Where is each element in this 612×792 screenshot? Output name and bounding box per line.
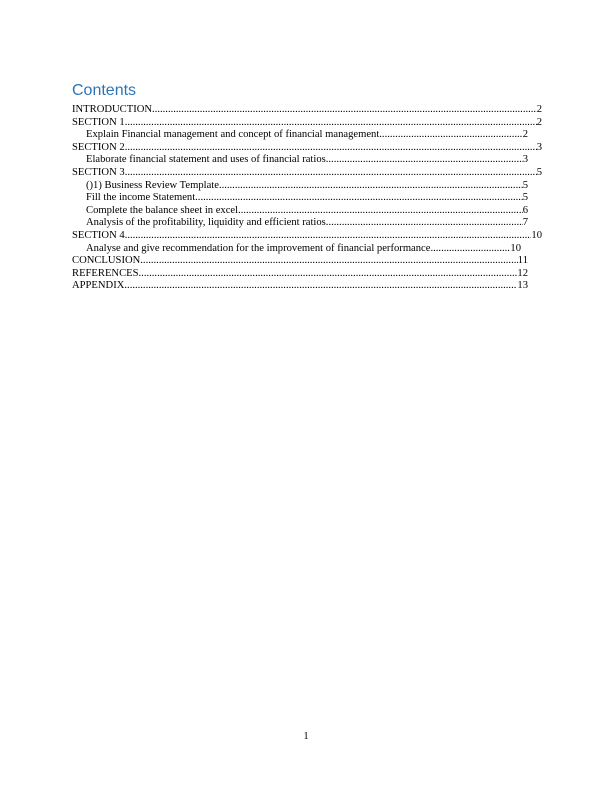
- toc-entry-financial-statement[interactable]: [72, 154, 528, 167]
- table-of-contents: [72, 104, 542, 293]
- toc-entry-recommendation[interactable]: [72, 243, 521, 256]
- toc-entry-page: 6: [522, 204, 528, 216]
- toc-entry-page: 5: [536, 166, 542, 178]
- toc-entry-section-1[interactable]: [72, 117, 542, 130]
- toc-leader: [326, 154, 523, 167]
- toc-entry-title: Elaborate financial statement and uses of financial ratios: [86, 154, 326, 166]
- toc-entry-references[interactable]: [72, 268, 528, 281]
- toc-leader: [139, 268, 518, 281]
- toc-leader: [125, 117, 537, 130]
- toc-entry-conclusion[interactable]: [72, 255, 528, 268]
- toc-entry-title: ()1) Business Review Template: [86, 179, 219, 191]
- toc-entry-title: SECTION 1: [72, 116, 125, 128]
- toc-leader: [379, 129, 522, 142]
- toc-entry-page: 10: [510, 242, 521, 254]
- toc-entry-page: 5: [522, 179, 528, 191]
- toc-leader: [152, 104, 537, 117]
- toc-leader: [195, 192, 523, 205]
- toc-entry-title: SECTION 2: [72, 141, 125, 153]
- toc-entry-title: APPENDIX: [72, 280, 125, 292]
- toc-entry-business-review-template[interactable]: [72, 180, 528, 193]
- toc-entry-page: 2: [522, 129, 528, 141]
- toc-entry-balance-sheet[interactable]: [72, 205, 528, 218]
- toc-leader: [125, 230, 532, 243]
- toc-entry-title: Analysis of the profitability, liquidity and efficient ratios: [86, 217, 326, 229]
- toc-entry-ratio-analysis[interactable]: [72, 217, 528, 230]
- page-number: 1: [303, 731, 309, 742]
- toc-heading: Contents: [72, 82, 137, 99]
- toc-entry-title: SECTION 3: [72, 166, 125, 178]
- toc-entry-section-3[interactable]: [72, 167, 542, 180]
- toc-entry-page: 3: [522, 154, 528, 166]
- toc-leader: [430, 243, 510, 256]
- toc-entry-page: 12: [517, 267, 528, 279]
- toc-entry-page: 2: [536, 104, 542, 115]
- toc-leader: [219, 180, 523, 193]
- toc-leader: [238, 205, 523, 218]
- toc-entry-introduction[interactable]: [72, 104, 542, 117]
- toc-entry-section-2[interactable]: [72, 142, 542, 155]
- toc-entry-title: SECTION 4: [72, 229, 125, 241]
- toc-entry-section-4[interactable]: [72, 230, 542, 243]
- toc-entry-title: Explain Financial management and concept of financial management: [86, 129, 380, 141]
- toc-entry-financial-management[interactable]: [72, 129, 528, 142]
- toc-leader: [140, 255, 518, 268]
- toc-entry-title: CONCLUSION: [72, 255, 141, 267]
- toc-entry-page: 7: [522, 217, 528, 229]
- toc-leader: [326, 217, 523, 230]
- toc-entry-page: 5: [522, 192, 528, 204]
- toc-entry-page: 3: [536, 141, 542, 153]
- toc-entry-page: 2: [536, 116, 542, 128]
- toc-entry-page: 13: [517, 280, 528, 292]
- toc-entry-title: INTRODUCTION: [72, 104, 153, 115]
- toc-leader: [125, 142, 537, 155]
- toc-leader: [125, 167, 537, 180]
- toc-entry-page: 10: [531, 229, 542, 241]
- toc-entry-title: Analyse and give recommendation for the improvement of financial performance: [86, 242, 431, 254]
- toc-entry-title: REFERENCES: [72, 267, 139, 279]
- toc-entry-title: Complete the balance sheet in excel: [86, 204, 239, 216]
- toc-entry-appendix[interactable]: [72, 280, 528, 293]
- toc-entry-income-statement[interactable]: [72, 192, 528, 205]
- toc-entry-page: 11: [517, 255, 528, 267]
- toc-entry-title: Fill the income Statement: [86, 192, 196, 204]
- toc-leader: [124, 280, 517, 293]
